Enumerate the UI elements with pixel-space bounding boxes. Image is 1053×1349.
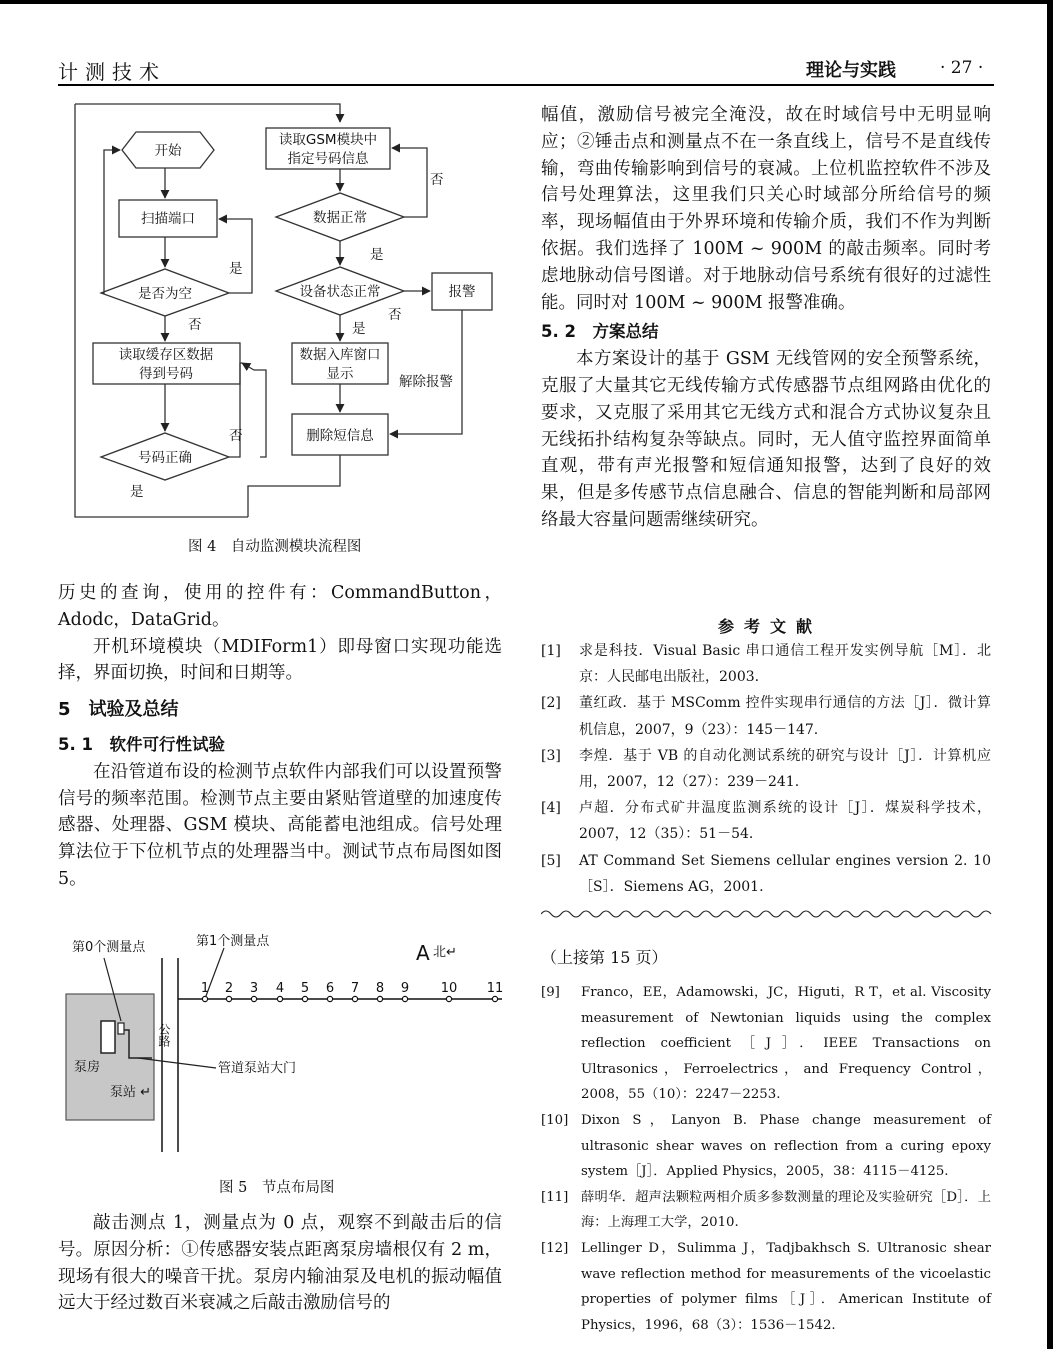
fig4-edge-yes-empty: 是 [229,261,243,277]
right-text [541,102,991,534]
fig5-node-9-marker [402,996,407,1001]
fig4-read-buffer-label-1: 读取缓存区数据 [118,347,214,363]
left-paragraph-3: 在沿管道布设的检测节点软件内部我们可以设置预警信号的频率范围。检测节点主要由紧贴管道壁的加速度传感器、处理器、GSM 模块、高能蓄电池组成。信号处理算法位于下位机节点的处理器当中。测试节点布局图如图 5。 [58,761,502,889]
fig5-node-3-marker [251,996,256,1001]
fig4-edge-yes-device: 是 [352,321,366,337]
continued-from-label: （上接第 15 页） [541,948,668,967]
fig5-point1-label: 第1个测量点 [196,934,270,949]
edge-empty-loop [101,150,120,293]
fig4-caption: 图 4 自动监测模块流程图 [188,539,362,555]
reference-list [541,638,991,900]
fig4-start-label: 开始 [154,143,182,159]
fig5-node-11-label: 11 [486,981,504,996]
fig4-delete-sms-label: 删除短信息 [306,428,374,444]
fig4-read-gsm-label-2: 指定号码信息 [287,151,369,167]
section-name: 理论与实践 [806,60,896,81]
reference-item: [4] 卢超．分布式矿井温度监测系统的设计［J］．煤炭科学技术，2007，12（35）：51－54. [541,800,991,843]
section-5-heading: 5 试验及总结 [58,699,179,721]
fig5-gate-label: 管道泵站大门 [218,1061,297,1076]
fig5-pump-station-label: 泵站 ↵ [110,1085,152,1100]
fig5-north-arrow: A [416,941,430,965]
fig5-node-layout [62,930,508,1162]
fig5-node-11-marker [492,996,497,1001]
right-paragraph-2: 本方案设计的基于 GSM 无线管网的安全预警系统，克服了大量其它无线传输方式传感器节点组网路由优化的要求，又克服了采用其它无线方式和混合方式协议复杂且无线拓扑结构复杂等缺点。同时，无人值守监控界面简单直观，带有声光报警和短信通知报警，达到了良好的效果，但是多传感节点信息融合、信息的智能判断和局部网络最大容量问题需继续研究。 [541,349,991,530]
left-text-bottom [58,1210,502,1317]
fig5-node-10-label: 10 [440,981,458,996]
fig5-pump-room-label: 泵房 [74,1060,101,1075]
fig5-caption: 图 5 节点布局图 [219,1180,335,1196]
fig5-node-2-label: 2 [224,981,234,996]
references-title: 参考文献 [717,617,822,636]
reference-item: [2] 董红政．基于 MSComm 控件实现串行通信的方法［J］．微计算机信息，2007，9（23）：145－147. [541,695,991,738]
page-number: · 27 · [940,58,984,78]
fig4-scan-label: 扫描端口 [141,211,195,227]
fig4-store-label-2: 显示 [326,366,354,382]
fig4-edge-no-device: 否 [388,307,402,323]
wavy-divider [541,908,993,920]
fig5-node-4-marker [277,996,282,1001]
fig5-north-label: 北↵ [433,945,457,960]
fig5-node-10-marker [446,996,451,1001]
edge-delete-to-frame [248,455,340,517]
top-border [0,0,1053,4]
fig5-sensor-0 [118,1023,124,1034]
fig5-node-7-marker [352,996,357,1001]
fig4-empty-label: 是否为空 [138,286,192,302]
fig5-node-3-label: 3 [249,981,259,996]
fig4-edge-no-data: 否 [430,172,444,188]
fig5-node-7-label: 7 [350,981,360,996]
edge-empty-yes [219,219,252,293]
right-paragraph-1: 幅值，激励信号被完全淹没，故在时域信号中无明显响应；②锤击点和测量点不在一条直线上，信号不是直线传输，弯曲传输影响到信号的衰减。上位机监控软件不涉及信号处理算法，这里我们只关心时域部分所给信号的频率，现场幅值由于外界环境和传输介质，我们不作为判断依据。我们选择了 100M ~ 900M 的敲击频率。同时考虑地脉动信号图谱。对于地脉动信号系统有很好的过滤性能。同时对 100M ~ 900M 报警准确。 [541,105,991,313]
fig5-node-8-marker [377,996,382,1001]
fig5-node-4-label: 4 [275,981,285,996]
fig5-node-1-marker [202,996,207,1001]
edge-alarm-clear [390,310,462,434]
reference-item: [3] 李煌．基于 VB 的自动化测试系统的研究与设计［J］．计算机应用，2007，12（27）：239－241. [541,747,991,791]
fig5-node-8-label: 8 [375,981,385,996]
fig5-node-1-label: 1 [200,981,210,996]
reference-item: [5] AT Command Set Siemens cellular engines version 2. 10［S］．Siemens AG，2001. [541,852,991,895]
reference-item: [1] 求是科技．Visual Basic 串口通信工程开发实例导航［M］．北京：人民邮电出版社，2003. [541,643,991,686]
fig4-edge-no-number: 否 [229,428,243,444]
fig5-node-5-marker [302,996,307,1001]
fig4-edge-yes-data: 是 [370,247,384,263]
fig4-data-ok-label: 数据正常 [313,210,367,226]
fig5-point0-label: 第0个测量点 [72,940,146,955]
fig4-read-buffer-label-2: 得到号码 [139,366,193,382]
left-paragraph-1: 历史的查询，使用的控件有：CommandButton，Adodc，DataGrid。 [58,583,502,630]
fig5-pump-room [101,1021,115,1053]
fig5-node-6-label: 6 [325,981,335,996]
fig4-alarm-label: 报警 [448,284,476,300]
fig5-node-2-marker [226,996,231,1001]
left-paragraph-4: 敲击测点 1，测量点为 0 点，观察不到敲击后的信号。原因分析：①传感器安装点距离泵房墙根仅有 2 m，现场有很大的噪音干扰。泵房内输油泵及电机的振动幅值远大于经过数百米衰减之后敲击激励信号的 [58,1213,502,1314]
right-border [1047,0,1053,1349]
edge-data-no [392,148,427,217]
fig4-edge-clear-alarm: 解除报警 [399,374,453,390]
left-text-top [58,580,502,893]
fig4-read-gsm-label-1: 读取GSM模块中 [278,132,378,148]
edge-number-no-b [242,363,266,457]
fig4-store-label-1: 数据入库窗口 [299,347,381,363]
edge-top-to-gsm [75,104,340,122]
fig5-road-label: 公路 [157,1023,171,1047]
reference-item: [10] Dixon S，Lanyon B. Phase change measurement of ultrasonic shear waves on reflection from a curing epoxy system［J］．Applied Physics，2005，38：4115－4125. [541,1112,991,1180]
reference-list-continued [541,980,991,1338]
reference-item: [12] Lellinger D，Sulimma J，Tadjbakhsch S. Ultranosic shear wave reflection method for measurements of the vicoelastic properties of polymer films［J］．American Institute of Physics，1996，68（3）：1536－1542. [541,1240,991,1333]
journal-name: 计测技术 [58,60,166,84]
section-5-2-heading: 5. 2 方案总结 [541,322,659,342]
reference-item: [9] Franco，EE，Adamowski，JC，Higuti，R T，et al. Viscosity measurement of Newtonian liquids using the complex reflection coefficient［J］．IEEE Transactions on Ultrasonics，Ferroelectrics，and Frequency Control，2008，55（10）：2247－2253. [541,985,991,1103]
reference-item: [11] 薛明华．超声法颗粒两相介质多参数测量的理论及实验研究［D］．上海：上海理工大学，2010. [541,1189,991,1231]
fig5-node-9-label: 9 [400,981,410,996]
fig5-node-6-marker [327,996,332,1001]
fig4-device-ok-label: 设备状态正常 [299,284,381,300]
fig4-edge-yes-number: 是 [130,484,144,500]
fig5-pump-station-area [66,994,154,1120]
fig4-number-ok-label: 号码正确 [138,450,192,466]
fig4-edge-no-empty: 否 [188,317,202,333]
fig5-node-5-label: 5 [300,981,310,996]
fig4-flowchart [68,98,504,522]
section-5-1-heading: 5. 1 软件可行性试验 [58,734,225,754]
left-paragraph-2: 开机环境模块（MDIForm1）即母窗口实现功能选择，界面切换，时间和日期等。 [58,636,502,684]
header-rule [58,84,994,86]
